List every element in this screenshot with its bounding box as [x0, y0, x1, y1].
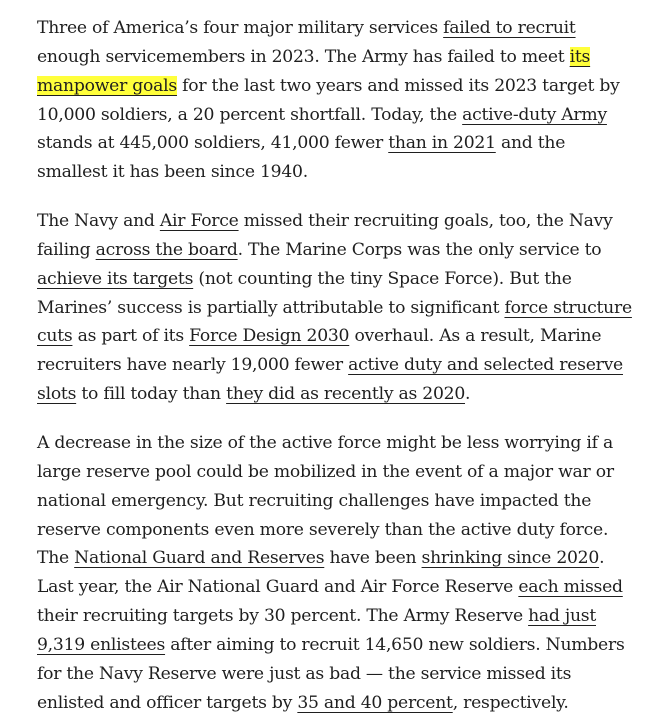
inline-link[interactable]: force structure cuts: [37, 297, 632, 347]
paragraph-text: The Navy and: [37, 211, 160, 232]
inline-link[interactable]: National Guard and Reserves: [74, 548, 325, 569]
highlighted-link[interactable]: its manpower goals: [37, 46, 591, 96]
paragraph-text: overhaul. As a result, Marine recruiters have nearly 19,000 fewer: [37, 326, 602, 376]
inline-link[interactable]: Force Design 2030: [189, 326, 350, 347]
paragraph-text: A decrease in the size of the active force might be less worrying if a large reserve pool could be mobilized in the event of a major war or national emergency. But recruiting challenges have impacted the reserve components even more severely than the active duty force. The: [37, 432, 614, 569]
paragraph-text: enough servicemembers in 2023. The Army has failed to meet: [37, 46, 570, 67]
paragraph-text: , respectively.: [452, 692, 569, 713]
article-paragraph: [37, 429, 632, 717]
paragraph-text: stands at 445,000 soldiers, 41,000 fewer: [37, 133, 389, 154]
inline-link[interactable]: they did as recently as 2020: [226, 384, 466, 405]
paragraph-text: to fill today than: [76, 384, 227, 405]
paragraph-text: (not counting the tiny Space Force). But the Marines’ success is partially attributable to significant: [37, 268, 572, 318]
paragraph-text: .: [465, 384, 471, 405]
inline-link[interactable]: across the board: [95, 239, 238, 260]
paragraph-text: after aiming to recruit 14,650 new soldiers. Numbers for the Navy Reserve were just as bad — the service missed its enlisted and officer targets by: [37, 634, 625, 713]
inline-link[interactable]: Air Force: [159, 211, 239, 232]
article-paragraph: [37, 14, 632, 187]
paragraph-text: for the last two years and missed its 2023 target by 10,000 soldiers, a 20 percent shortfall. Today, the: [37, 75, 620, 125]
inline-link[interactable]: shrinking since 2020: [421, 548, 600, 569]
paragraph-text: have been: [324, 548, 422, 569]
inline-link[interactable]: than in 2021: [388, 133, 496, 154]
paragraph-text: and the smallest it has been since 1940.: [37, 133, 566, 183]
inline-link[interactable]: failed to recruit: [443, 18, 576, 38]
article-paragraph: [37, 207, 632, 409]
paragraph-text: . Last year, the Air National Guard and Air Force Reserve: [37, 548, 605, 598]
inline-link[interactable]: active duty and selected reserve slots: [37, 355, 623, 405]
paragraph-text: as part of its: [72, 326, 190, 347]
paragraph-text: . The Marine Corps was the only service to: [237, 239, 602, 260]
inline-link[interactable]: 35 and 40 percent: [297, 692, 453, 713]
paragraph-text: their recruiting targets by 30 percent. The Army Reserve: [37, 606, 529, 627]
inline-link[interactable]: active-duty Army: [462, 104, 607, 125]
inline-link[interactable]: achieve its targets: [37, 268, 194, 289]
paragraph-text: Three of America’s four major military services: [37, 18, 444, 38]
paragraph-text: missed their recruiting goals, too, the Navy failing: [37, 211, 613, 260]
inline-link[interactable]: had just 9,319 enlistees: [37, 606, 596, 655]
inline-link[interactable]: each missed: [518, 577, 623, 598]
